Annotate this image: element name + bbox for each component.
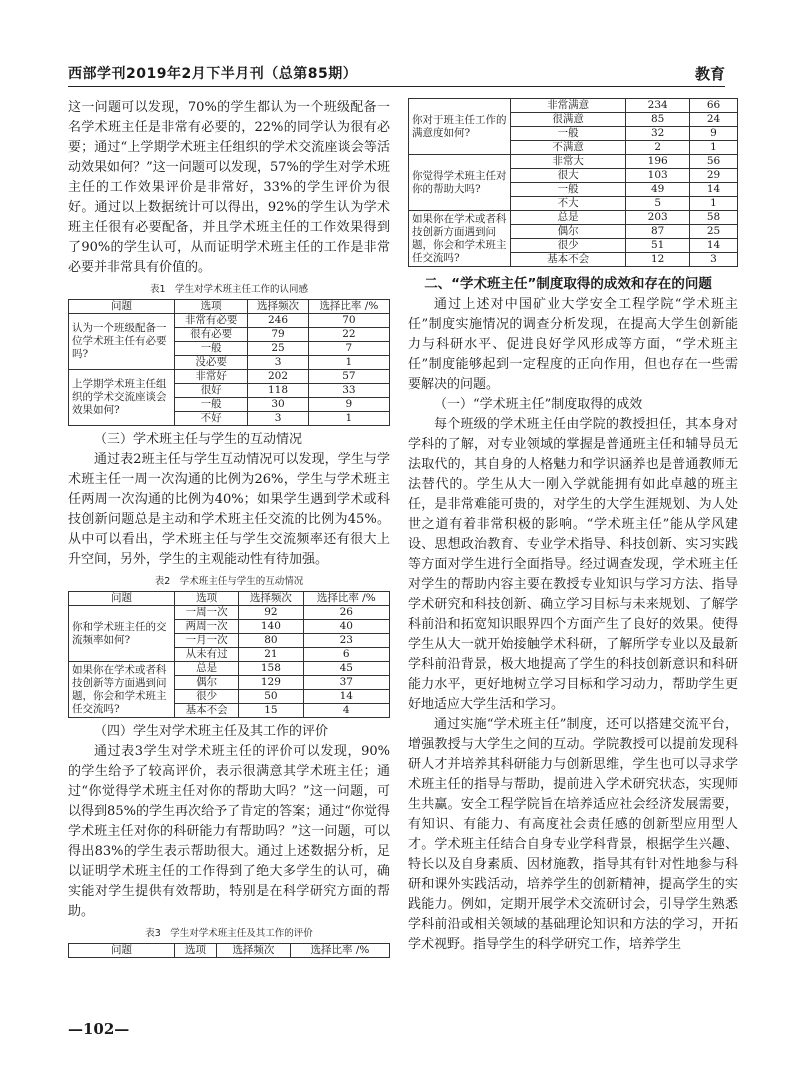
table2 bbox=[68, 591, 390, 718]
percent-cell: 37 bbox=[303, 676, 389, 690]
paragraph: 通过表2班主任与学生互动情况可以发现，学生与学术班主任一周一次沟通的比例为26%，学生与学术班主任两周一次沟通的比例为40%；如果学生遇到学术或科技创新问题总是主动和学术班主任交流的比例为45%。从中可以看出，学术班主任与学生交流频率还有很大上升空间，另外，学生的主观能动性有待加强。 bbox=[68, 452, 390, 567]
count-cell: 3 bbox=[248, 412, 308, 426]
percent-cell: 14 bbox=[690, 239, 738, 253]
left-column bbox=[68, 98, 390, 958]
section-label: 教育 bbox=[694, 65, 725, 83]
count-cell: 196 bbox=[626, 155, 690, 169]
percent-cell: 70 bbox=[308, 314, 389, 328]
table-row bbox=[69, 370, 390, 384]
table3-header-row bbox=[69, 944, 390, 958]
option-cell: 不好 bbox=[174, 412, 247, 426]
question-cell: 上学期学术班主任组织的学术交流座谈会效果如何? bbox=[69, 370, 175, 426]
paragraph: 每个班级的学术班主任由学院的教授担任，其本身对学科的了解，对专业领域的掌握是普通班主任和辅导员无法取代的，其自身的人格魅力和学识涵养也是普通教师无法替代的。学生从大一刚入学就能拥有如此卓越的班主任，是非常难能可贵的，对学生的大学生涯规划、为人处世之道有着非常积极的影响。“学术班主任”能从学风建设、思想政治教育、专业学术指导、科技创新、实习实践等方面对学生进行全面指导。经过调查发现，学术班主任对学生的帮助内容主要在教授专业知识与学习方法、指导学术研究和科技创新、确立学习目标与未来规划、了解学科前沿和拓宽知识眼界四个方面产生了良好的效果。使得学生从大一就开始接触学术科研，了解所学专业以及最新学科前沿背景，极大地提高了学生的科技创新意识和科研能力水平，更好地树立学习目标和学习动力，帮助学生更好地适应大学生活和学习。 bbox=[408, 417, 738, 712]
percent-cell: 1 bbox=[690, 141, 738, 155]
option-cell: 很好 bbox=[174, 384, 247, 398]
count-cell: 202 bbox=[248, 370, 308, 384]
right-column bbox=[408, 98, 738, 955]
option-cell: 很大 bbox=[510, 169, 625, 183]
paragraph: 通过上述对中国矿业大学安全工程学院“学术班主任”制度实施情况的调查分析发现，在提高大学生创新能力与科研水平、促进良好学风形成等方面，“学术班主任”制度能够起到一定程度的正向作用，但也存在一些需要解决的问题。 bbox=[408, 297, 738, 392]
table2-caption: 表2 学术班主任与学生的互动情况 bbox=[154, 576, 304, 587]
percent-cell: 45 bbox=[303, 662, 389, 676]
percent-cell: 3 bbox=[690, 253, 738, 267]
count-cell: 12 bbox=[626, 253, 690, 267]
table3-caption: 表3 学生对学术班主任及其工作的评价 bbox=[145, 928, 313, 939]
percent-cell: 14 bbox=[303, 690, 389, 704]
count-cell: 80 bbox=[239, 634, 303, 648]
header-cell: 选择比率 /% bbox=[303, 592, 389, 606]
header-cell: 问题 bbox=[69, 592, 175, 606]
count-cell: 87 bbox=[626, 225, 690, 239]
table2-header-row bbox=[69, 592, 390, 606]
option-cell: 偶尔 bbox=[510, 225, 625, 239]
page-number: —102— bbox=[68, 1020, 130, 1038]
header-rule bbox=[68, 86, 725, 87]
percent-cell: 14 bbox=[690, 183, 738, 197]
journal-header: 西部学刊2019年2月下半月刊（总第85期） bbox=[68, 66, 358, 82]
option-cell: 一般 bbox=[174, 398, 247, 412]
count-cell: 51 bbox=[626, 239, 690, 253]
percent-cell: 58 bbox=[690, 211, 738, 225]
percent-cell: 33 bbox=[308, 384, 389, 398]
table1-header-row bbox=[69, 300, 390, 314]
table3 bbox=[408, 98, 738, 267]
question-cell: 如果你在学术或者科技创新方面遇到问题，你会和学术班主任交流吗? bbox=[409, 211, 511, 267]
header-cell: 选择比率 /% bbox=[290, 944, 389, 958]
count-cell: 5 bbox=[626, 197, 690, 211]
percent-cell: 1 bbox=[690, 197, 738, 211]
option-cell: 非常有必要 bbox=[174, 314, 247, 328]
count-cell: 140 bbox=[239, 620, 303, 634]
count-cell: 234 bbox=[626, 99, 690, 113]
header-cell: 选择比率 /% bbox=[308, 300, 389, 314]
header-cell: 问题 bbox=[69, 944, 175, 958]
count-cell: 15 bbox=[239, 704, 303, 718]
question-cell: 认为一个班级配备一位学术班主任有必要吗? bbox=[69, 314, 175, 370]
header-cell: 选项 bbox=[174, 300, 247, 314]
count-cell: 92 bbox=[239, 606, 303, 620]
percent-cell: 6 bbox=[303, 648, 389, 662]
count-cell: 118 bbox=[248, 384, 308, 398]
option-cell: 很满意 bbox=[510, 113, 625, 127]
paragraph: 这一问题可以发现，70%的学生都认为一个班级配备一名学术班主任是非常有必要的，22%的同学认为很有必要；通过“上学期学术班主任组织的学术交流座谈会等活动效果如何？”这一问题可以发现，57%的学生对学术班主任的工作效果评价是非常好，33%的学生评价为很好。通过以上数据统计可以得出，92%的学生认为学术班主任很有必要配备，并且学术班主任的工作效果得到了90%的学生认可，从而证明学术班主任的工作是非常必要并非常具有价值的。 bbox=[68, 100, 390, 275]
header-cell: 选项 bbox=[174, 944, 216, 958]
percent-cell: 29 bbox=[690, 169, 738, 183]
option-cell: 一般 bbox=[510, 183, 625, 197]
section-heading: 二、“学术班主任”制度取得的成效和存在的问题 bbox=[424, 276, 712, 292]
option-cell: 很少 bbox=[510, 239, 625, 253]
table-row bbox=[69, 662, 390, 676]
table1-caption: 表1 学生对学术班主任工作的认同感 bbox=[149, 284, 309, 295]
count-cell: 158 bbox=[239, 662, 303, 676]
table1 bbox=[68, 299, 390, 426]
count-cell: 246 bbox=[248, 314, 308, 328]
table3-header bbox=[68, 943, 390, 958]
option-cell: 基本不会 bbox=[510, 253, 625, 267]
option-cell: 从未有过 bbox=[174, 648, 238, 662]
option-cell: 很有必要 bbox=[174, 328, 247, 342]
percent-cell: 9 bbox=[690, 127, 738, 141]
count-cell: 103 bbox=[626, 169, 690, 183]
percent-cell: 9 bbox=[308, 398, 389, 412]
percent-cell: 66 bbox=[690, 99, 738, 113]
header-cell: 问题 bbox=[69, 300, 175, 314]
count-cell: 25 bbox=[248, 342, 308, 356]
table-row bbox=[69, 606, 390, 620]
count-cell: 203 bbox=[626, 211, 690, 225]
header-cell: 选择频次 bbox=[248, 300, 308, 314]
paragraph: 通过表3学生对学术班主任的评价可以发现，90%的学生给予了较高评价，表示很满意其学术班主任；通过“你觉得学术班主任对你的帮助大吗？”这一问题，可以得到85%的学生再次给予了肯定的答案；通过“你觉得学术班主任对你的科研能力有帮助吗？”这一问题，可以得出83%的学生表示帮助很大。通过上述数据分析，足以证明学术班主任的工作得到了绝大多学生的认可，确实能对学生提供有效帮助，特别是在科学研究方面的帮助。 bbox=[68, 744, 390, 919]
option-cell: 不满意 bbox=[510, 141, 625, 155]
option-cell: 一般 bbox=[510, 127, 625, 141]
option-cell: 总是 bbox=[510, 211, 625, 225]
count-cell: 30 bbox=[248, 398, 308, 412]
option-cell: 一月一次 bbox=[174, 634, 238, 648]
count-cell: 21 bbox=[239, 648, 303, 662]
table-row bbox=[409, 211, 738, 225]
count-cell: 129 bbox=[239, 676, 303, 690]
percent-cell: 24 bbox=[690, 113, 738, 127]
percent-cell: 4 bbox=[303, 704, 389, 718]
question-cell: 如果你在学术或者科技创新等方面遇到问题，你会和学术班主任交流吗? bbox=[69, 662, 175, 718]
count-cell: 49 bbox=[626, 183, 690, 197]
table-row bbox=[69, 314, 390, 328]
question-cell: 你和学术班主任的交流频率如何? bbox=[69, 606, 175, 662]
percent-cell: 26 bbox=[303, 606, 389, 620]
option-cell: 一般 bbox=[174, 342, 247, 356]
percent-cell: 7 bbox=[308, 342, 389, 356]
percent-cell: 56 bbox=[690, 155, 738, 169]
option-cell: 非常大 bbox=[510, 155, 625, 169]
subheading: （一）“学术班主任”制度取得的成效 bbox=[434, 397, 643, 412]
count-cell: 32 bbox=[626, 127, 690, 141]
paragraph: 通过实施“学术班主任”制度，还可以搭建交流平台，增强教授与大学生之间的互动。学院教授可以提前发现科研人才并培养其科研能力与创新思维，学生也可以寻求学术班主任的指导与帮助，提前进入学术研究状态，实现师生共赢。安全工程学院旨在培养适应社会经济发展需要，有知识、有能力、有高度社会责任感的创新型应用型人才。学术班主任结合自身专业学科背景，根据学生兴趣、特长以及自身素质、因材施教，指导其有针对性地参与科研和课外实践活动，培养学生的创新精神，提高学生的实践能力。例如，定期开展学术交流研讨会，引导学生熟悉学科前沿或相关领域的基础理论知识和方法的学习，开拓学术视野。指导学生的科学研究工作，培养学生 bbox=[408, 717, 738, 952]
subheading: （四）学生对学术班主任及其工作的评价 bbox=[94, 724, 329, 739]
question-cell: 你对于班主任工作的满意度如何? bbox=[409, 99, 511, 155]
count-cell: 79 bbox=[248, 328, 308, 342]
percent-cell: 22 bbox=[308, 328, 389, 342]
subheading: （三）学术班主任与学生的互动情况 bbox=[94, 432, 303, 447]
percent-cell: 23 bbox=[303, 634, 389, 648]
question-cell: 你觉得学术班主任对你的帮助大吗? bbox=[409, 155, 511, 211]
percent-cell: 40 bbox=[303, 620, 389, 634]
table-row bbox=[409, 99, 738, 113]
percent-cell: 1 bbox=[308, 356, 389, 370]
count-cell: 3 bbox=[248, 356, 308, 370]
option-cell: 两周一次 bbox=[174, 620, 238, 634]
option-cell: 非常满意 bbox=[510, 99, 625, 113]
option-cell: 基本不会 bbox=[174, 704, 238, 718]
option-cell: 总是 bbox=[174, 662, 238, 676]
count-cell: 50 bbox=[239, 690, 303, 704]
option-cell: 偶尔 bbox=[174, 676, 238, 690]
count-cell: 85 bbox=[626, 113, 690, 127]
header-cell: 选择频次 bbox=[217, 944, 291, 958]
count-cell: 2 bbox=[626, 141, 690, 155]
option-cell: 没必要 bbox=[174, 356, 247, 370]
percent-cell: 25 bbox=[690, 225, 738, 239]
percent-cell: 1 bbox=[308, 412, 389, 426]
option-cell: 很少 bbox=[174, 690, 238, 704]
table-row bbox=[409, 155, 738, 169]
header-cell: 选择频次 bbox=[239, 592, 303, 606]
option-cell: 不大 bbox=[510, 197, 625, 211]
option-cell: 非常好 bbox=[174, 370, 247, 384]
percent-cell: 57 bbox=[308, 370, 389, 384]
option-cell: 一周一次 bbox=[174, 606, 238, 620]
header-cell: 选项 bbox=[174, 592, 238, 606]
